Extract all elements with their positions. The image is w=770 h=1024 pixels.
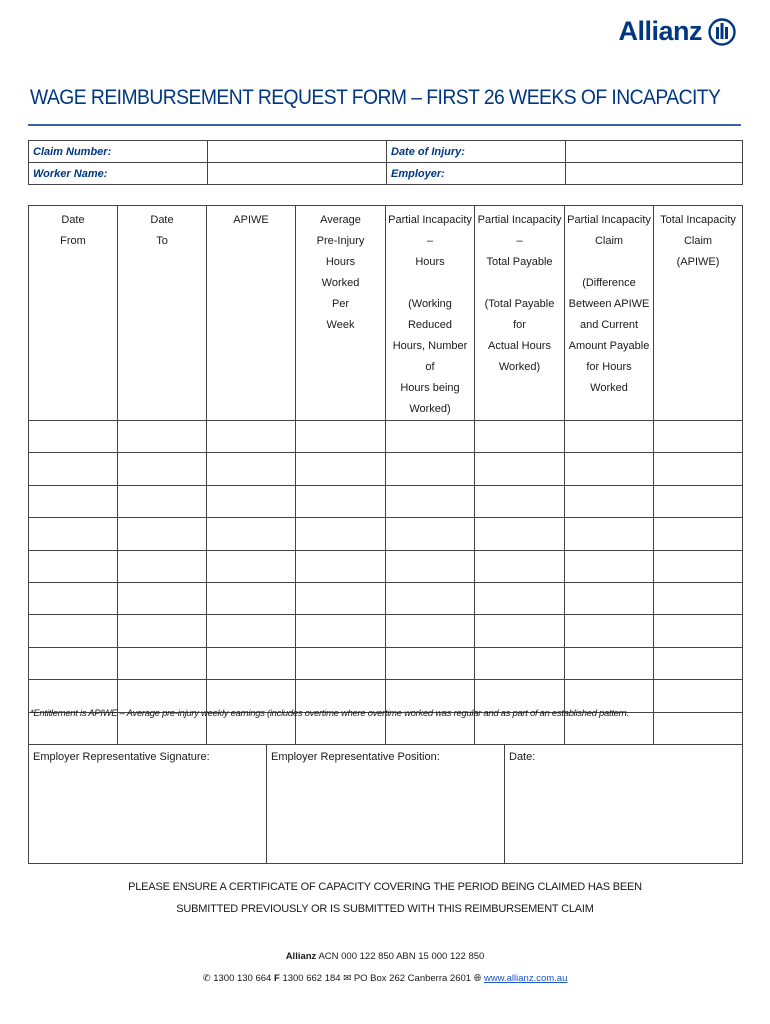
table-cell[interactable]	[118, 518, 207, 550]
table-cell[interactable]	[207, 582, 296, 614]
table-cell[interactable]	[565, 615, 654, 647]
table-cell[interactable]	[296, 647, 386, 679]
column-header-partial-total: Partial Incapacity – Total Payable (Total Payable for Actual Hours Worked)	[475, 206, 565, 421]
table-cell[interactable]	[386, 615, 475, 647]
table-cell[interactable]	[475, 550, 565, 582]
table-cell[interactable]	[654, 453, 743, 485]
table-cell[interactable]	[296, 550, 386, 582]
signature-table	[28, 744, 743, 864]
table-cell[interactable]	[296, 421, 386, 453]
title-divider	[28, 124, 741, 126]
table-cell[interactable]	[386, 518, 475, 550]
notice-line-1: PLEASE ENSURE A CERTIFICATE OF CAPACITY COVERING THE PERIOD BEING CLAIMED HAS BEEN	[128, 881, 642, 893]
column-header-average-hours: Average Pre-Injury Hours Worked Per Week	[296, 206, 386, 421]
worker-name-field[interactable]	[208, 163, 387, 185]
table-cell[interactable]	[207, 550, 296, 582]
signature-label: Employer Representative Signature:	[33, 751, 210, 763]
table-row	[29, 647, 743, 679]
table-row	[29, 582, 743, 614]
table-cell[interactable]	[29, 550, 118, 582]
entitlement-note: *Entitlement is APIWE – Average pre-injury weekly earnings (includes overtime where overtime worked was regular and as part of an established pattern.	[30, 708, 629, 719]
table-cell[interactable]	[565, 550, 654, 582]
table-cell[interactable]	[475, 615, 565, 647]
table-cell[interactable]	[29, 453, 118, 485]
date-label: Date:	[509, 751, 536, 763]
table-cell[interactable]	[565, 421, 654, 453]
table-cell[interactable]	[29, 518, 118, 550]
table-row	[29, 550, 743, 582]
allianz-logo	[618, 16, 736, 47]
footer-fax-label: F	[273, 973, 280, 984]
column-header-date-to: Date To	[118, 206, 207, 421]
table-cell[interactable]	[386, 453, 475, 485]
table-cell[interactable]	[654, 582, 743, 614]
table-cell[interactable]	[475, 453, 565, 485]
table-cell[interactable]	[654, 421, 743, 453]
table-cell[interactable]	[296, 615, 386, 647]
phone-icon: ✆	[202, 973, 211, 984]
table-cell[interactable]	[296, 485, 386, 517]
date-of-injury-field[interactable]	[566, 141, 743, 163]
table-cell[interactable]	[565, 647, 654, 679]
table-cell[interactable]	[475, 485, 565, 517]
table-cell[interactable]	[654, 485, 743, 517]
column-header-apiwe: APIWE	[207, 206, 296, 421]
footer-company-line	[0, 946, 770, 968]
date-of-injury-label: Date of Injury:	[387, 141, 566, 163]
table-cell[interactable]	[296, 518, 386, 550]
table-body	[29, 421, 743, 745]
footer-company: Allianz	[285, 951, 317, 962]
table-cell[interactable]	[118, 647, 207, 679]
page-footer	[0, 946, 770, 990]
table-cell[interactable]	[654, 518, 743, 550]
table-cell[interactable]	[654, 647, 743, 679]
table-cell[interactable]	[29, 485, 118, 517]
footer-fax: 1300 662 184	[282, 973, 341, 984]
table-cell[interactable]	[654, 712, 743, 744]
column-header-partial-claim: Partial Incapacity Claim (Difference Between APIWE and Current Amount Payable for Hours Worked	[565, 206, 654, 421]
employer-label: Employer:	[387, 163, 566, 185]
table-cell[interactable]	[565, 453, 654, 485]
footer-address: PO Box 262 Canberra 2601	[353, 973, 472, 984]
table-cell[interactable]	[565, 582, 654, 614]
claim-details-table	[28, 140, 743, 185]
table-cell[interactable]	[207, 453, 296, 485]
table-cell[interactable]	[207, 647, 296, 679]
table-row	[29, 421, 743, 453]
table-cell[interactable]	[386, 582, 475, 614]
table-cell[interactable]	[207, 421, 296, 453]
table-cell[interactable]	[475, 647, 565, 679]
globe-icon: 🌐︎	[473, 973, 482, 984]
table-cell[interactable]	[475, 582, 565, 614]
table-cell[interactable]	[386, 421, 475, 453]
notice-line-2: SUBMITTED PREVIOUSLY OR IS SUBMITTED WITH THIS REIMBURSEMENT CLAIM	[176, 903, 594, 915]
table-row	[29, 615, 743, 647]
table-cell[interactable]	[475, 518, 565, 550]
table-cell[interactable]	[654, 680, 743, 712]
mail-icon: ✉	[343, 973, 352, 984]
date-field[interactable]	[505, 745, 743, 864]
table-cell[interactable]	[654, 550, 743, 582]
claim-number-field[interactable]	[208, 141, 387, 163]
certificate-notice	[0, 876, 770, 920]
table-cell[interactable]	[207, 615, 296, 647]
footer-website-link[interactable]: www.allianz.com.au	[483, 973, 568, 984]
table-cell[interactable]	[207, 518, 296, 550]
footer-phone: 1300 130 664	[213, 973, 272, 984]
employer-field[interactable]	[566, 163, 743, 185]
table-cell[interactable]	[118, 550, 207, 582]
table-cell[interactable]	[386, 485, 475, 517]
footer-acn-abn: ACN 000 122 850 ABN 15 000 122 850	[318, 951, 485, 962]
column-header-partial-hours: Partial Incapacity – Hours (Working Reduced Hours, Number of Hours being Worked)	[386, 206, 475, 421]
table-cell[interactable]	[475, 421, 565, 453]
table-cell[interactable]	[207, 485, 296, 517]
table-cell[interactable]	[118, 453, 207, 485]
claim-number-label: Claim Number:	[29, 141, 208, 163]
table-cell[interactable]	[29, 647, 118, 679]
table-cell[interactable]	[29, 582, 118, 614]
table-cell[interactable]	[386, 647, 475, 679]
table-cell[interactable]	[118, 421, 207, 453]
table-row	[29, 453, 743, 485]
form-title: WAGE REIMBURSEMENT REQUEST FORM – FIRST 26 WEEKS OF INCAPACITY	[30, 86, 721, 109]
table-cell[interactable]	[654, 615, 743, 647]
allianz-eagle-icon	[708, 18, 736, 46]
table-header-row	[29, 206, 743, 421]
footer-contact-line	[0, 968, 770, 990]
column-header-total-claim: Total Incapacity Claim (APIWE)	[654, 206, 743, 421]
brand-name: Allianz	[618, 16, 702, 46]
table-row	[29, 485, 743, 517]
worker-name-label: Worker Name:	[29, 163, 208, 185]
table-cell[interactable]	[565, 518, 654, 550]
table-cell[interactable]	[386, 550, 475, 582]
table-cell[interactable]	[565, 485, 654, 517]
table-cell[interactable]	[296, 582, 386, 614]
table-cell[interactable]	[296, 453, 386, 485]
table-row	[29, 518, 743, 550]
table-cell[interactable]	[118, 582, 207, 614]
reimbursement-table	[28, 205, 743, 745]
table-cell[interactable]	[118, 485, 207, 517]
column-header-date-from: Date From	[29, 206, 118, 421]
table-cell[interactable]	[29, 421, 118, 453]
table-cell[interactable]	[118, 615, 207, 647]
signature-field[interactable]	[29, 745, 267, 864]
table-cell[interactable]	[29, 615, 118, 647]
position-field[interactable]	[267, 745, 505, 864]
position-label: Employer Representative Position:	[271, 751, 440, 763]
